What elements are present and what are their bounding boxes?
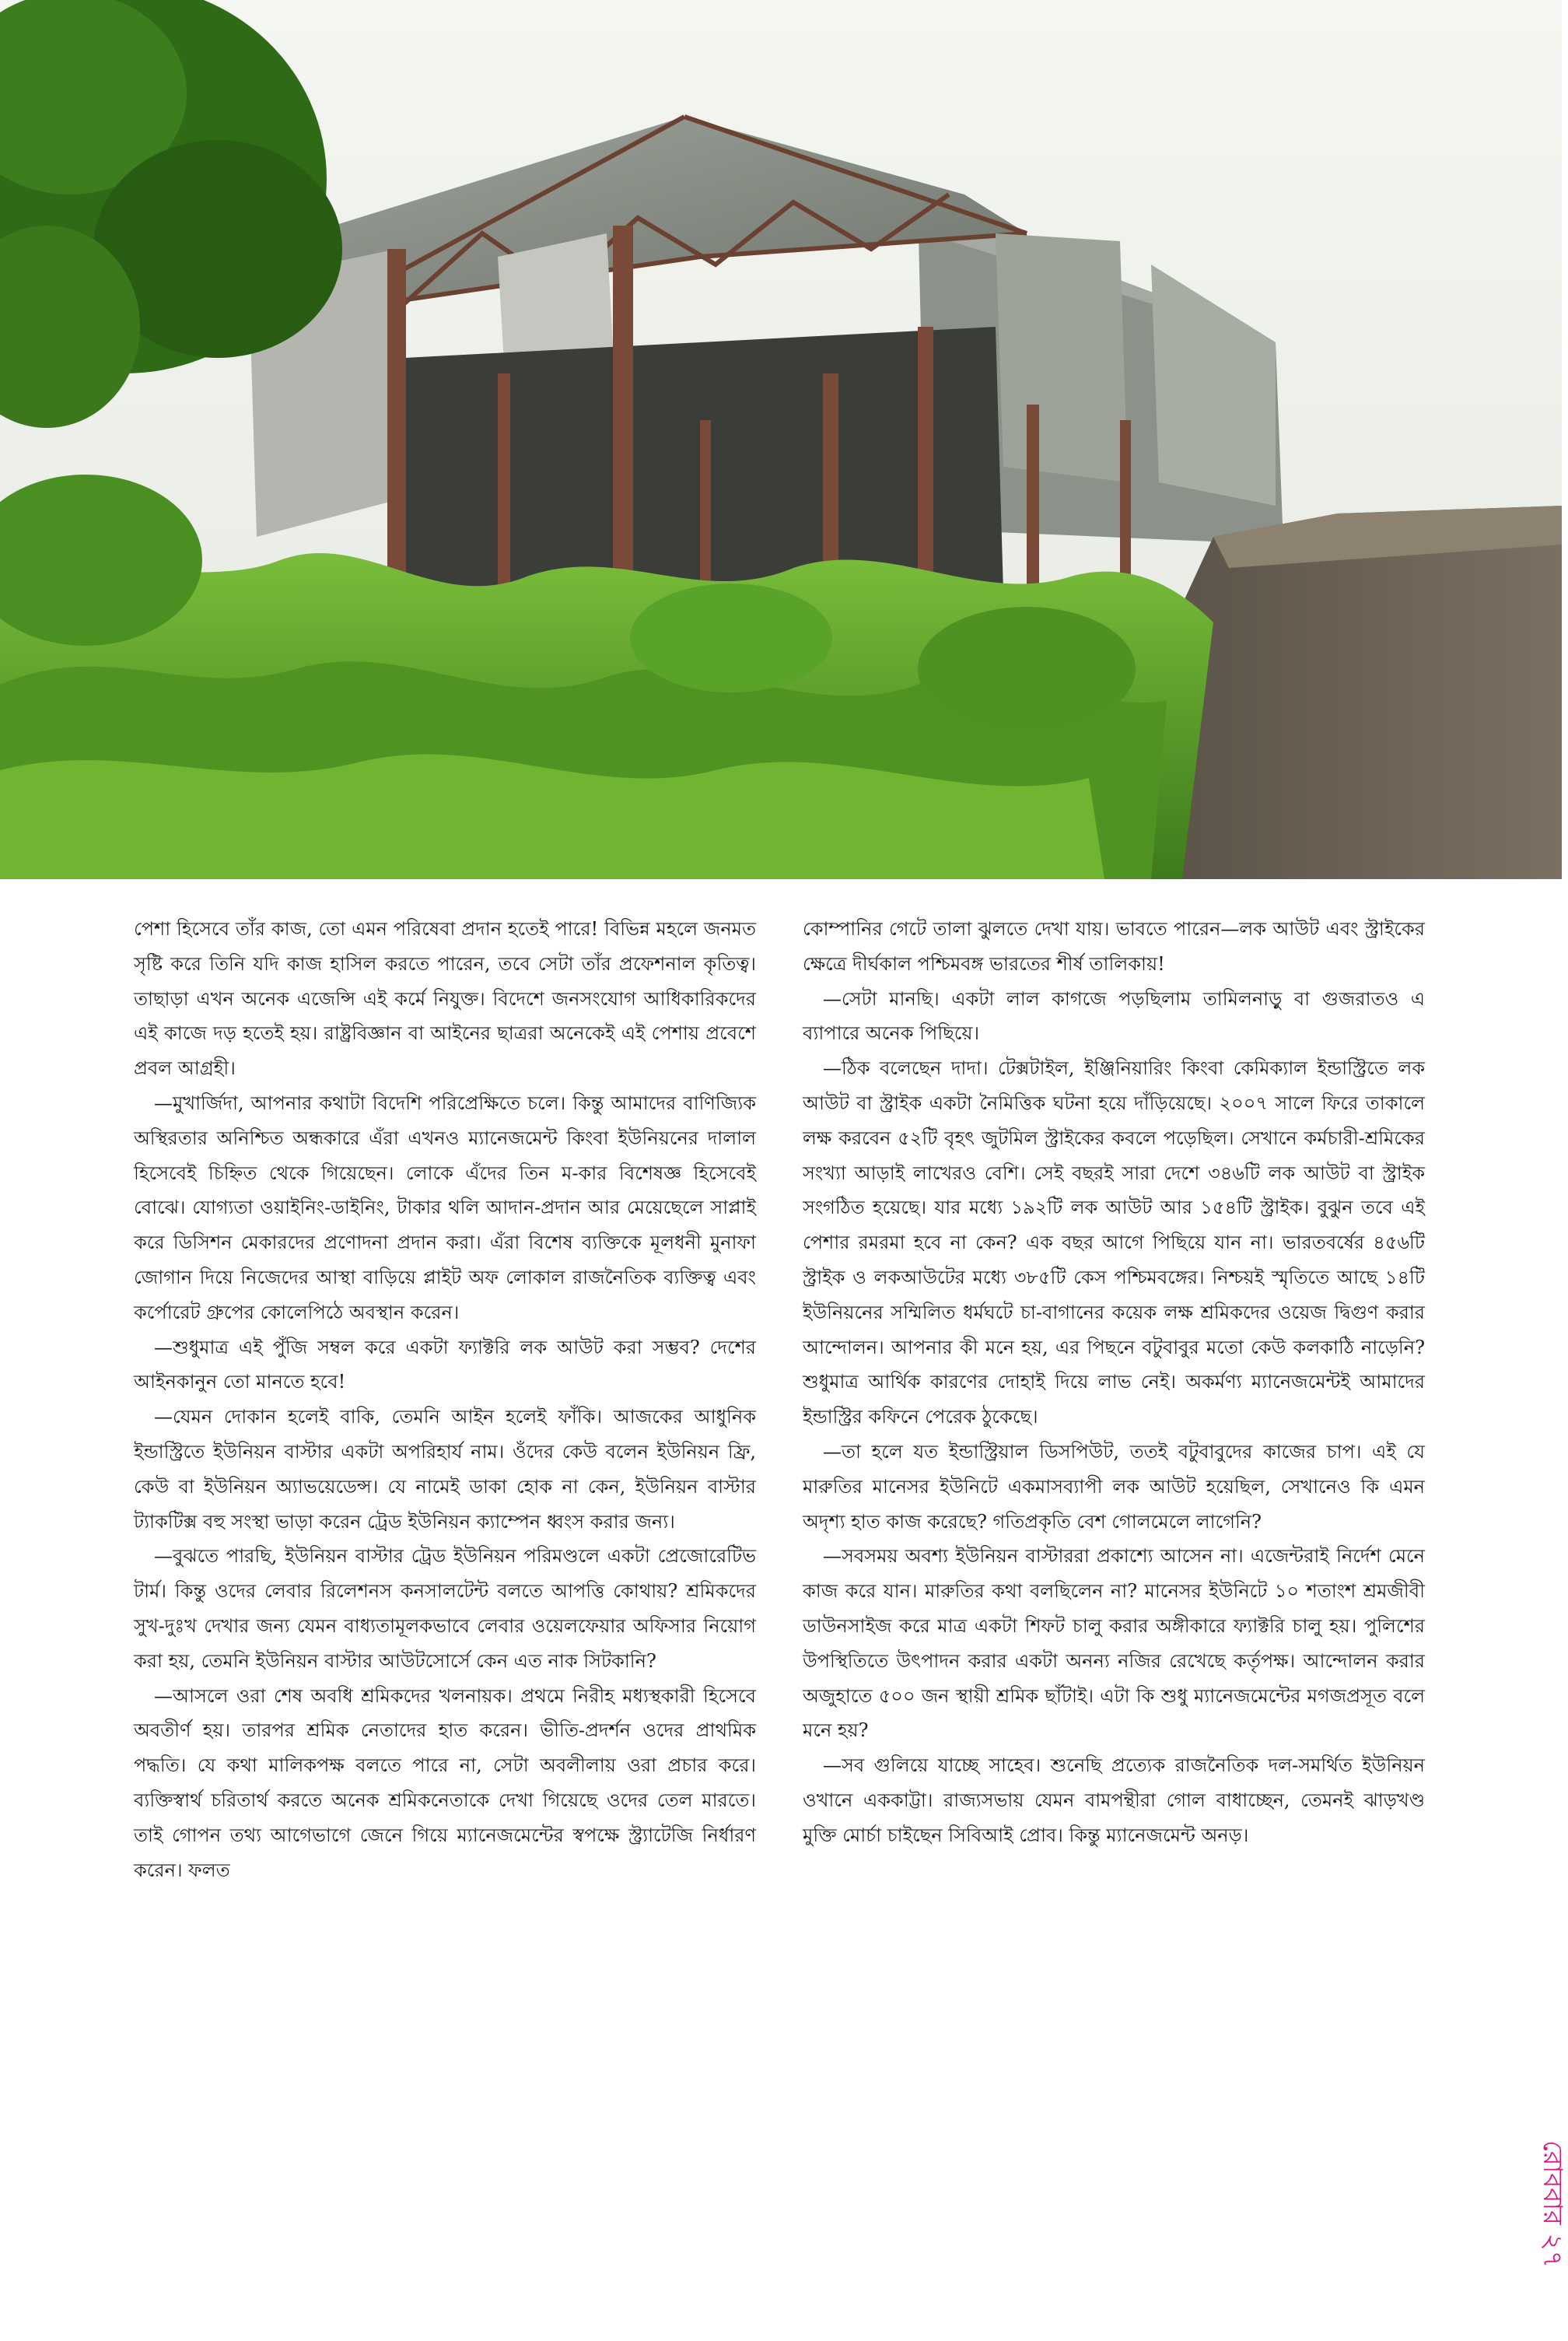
paragraph: —তা হলে যত ইন্ডাস্ট্রিয়াল ডিসপিউট, ততই বটুবাবুদের কাজের চাপ। এই যে মারুতির মানেসর ইউনিটে একমাসব্যাপী লক আউট হয়েছিল, সেখানেও কি এমন অদৃশ্য হাত কাজ করেছে? গতিপ্রকৃতি বেশ গোলমেলে লাগেনি? <box>803 1440 1425 1533</box>
paragraph: —শুধুমাত্র এই পুঁজি সম্বল করে একটা ফ্যাক্টরি লক আউট করা সম্ভব? দেশের আইনকানুন তো মানতে হবে! <box>134 1336 756 1393</box>
magazine-name-page-number: রোববার ২৭ <box>1537 2140 1568 2268</box>
abandoned-factory-image <box>0 0 1562 879</box>
paragraph: —সবসময় অবশ্য ইউনিয়ন বাস্টাররা প্রকাশ্যে আসেন না। এজেন্টরাই নির্দেশ মেনে কাজ করে যান। মারুতির কথা বলছিলেন না? মানেসর ইউনিটে ১০ শতাংশ শ্রমজীবী ডাউনসাইজ করে মাত্র একটা শিফট চালু করার অঙ্গীকারে ফ্যাক্টরি চালু হয়। পুলিশের উপস্থিতিতে উৎপাদন করার একটা অনন্য নজির রেখেছে কর্তৃপক্ষ। আন্দোলন করার অজুহাতে ৫০০ জন স্থায়ী শ্রমিক ছাঁটাই। এটা কি শুধু ম্যানেজমেন্টের মগজপ্রসূত বলে মনে হয়? <box>803 1545 1425 1742</box>
paragraph: —সব গুলিয়ে যাচ্ছে সাহেব। শুনেছি প্রত্যেক রাজনৈতিক দল-সমর্থিত ইউনিয়ন ওখানে এককাট্টা। রাজ্যসভায় যেমন বামপন্থীরা গোল বাধাচ্ছেন, তেমনই ঝাড়খণ্ড মুক্তি মোর্চা চাইছেন সিবিআই প্রোব। কিন্তু ম্যানেজমেন্ট অনড়। <box>803 1754 1425 1846</box>
paragraph: —ঠিক বলেছেন দাদা। টেক্সটাইল, ইঞ্জিনিয়ারিং কিংবা কেমিক্যাল ইন্ডাস্ট্রিতে লক আউট বা স্ট্রাইক একটা নৈমিত্তিক ঘটনা হয়ে দাঁড়িয়েছে। ২০০৭ সালে ফিরে তাকালে লক্ষ করবেন ৫২টি বৃহৎ জুটমিল স্ট্রাইকের কবলে পড়েছিল। সেখানে কর্মচারী-শ্রমিকের সংখ্যা আড়াই লাখেরও বেশি। সেই বছরই সারা দেশে ৩৪৬টি লক আউট বা স্ট্রাইক সংগঠিত হয়েছে। যার মধ্যে ১৯২টি লক আউট আর ১৫৪টি স্ট্রাইক। বুঝুন তবে এই পেশার রমরমা হবে না কেন? এক বছর আগে পিছিয়ে যান না। ভারতবর্ষের ৪৫৬টি স্ট্রাইক ও লকআউটের মধ্যে ৩৮৫টি কেস পশ্চিমবঙ্গের। নিশ্চয়ই স্মৃতিতে আছে ১৪টি ইউনিয়নের সম্মিলিত ধর্মঘটে চা-বাগানের কয়েক লক্ষ শ্রমিকদের ওয়েজ দ্বিগুণ করার আন্দোলন। আপনার কী মনে হয়, এর পিছনে বটুবাবুর মতো কেউ কলকাঠি নাড়েনি? শুধুমাত্র আর্থিক কারণের দোহাই দিয়ে লাভ নেই। অকর্মণ্য ম্যানেজমেন্টই আমাদের ইন্ডাস্ট্রির কফিনে পেরেক ঠুকেছে। <box>803 1057 1425 1428</box>
paragraph: কোম্পানির গেটে তালা ঝুলতে দেখা যায়। ভাবতে পারেন—লক আউট এবং স্ট্রাইকের ক্ষেত্রে দীর্ঘকাল পশ্চিমবঙ্গ ভারতের শীর্ষ তালিকায়! <box>803 918 1425 975</box>
page-folio <box>1453 2038 1568 2268</box>
paragraph: —আসলে ওরা শেষ অবধি শ্রমিকদের খলনায়ক। প্রথমে নিরীহ মধ্যস্থকারী হিসেবে অবতীর্ণ হয়। তারপর শ্রমিক নেতাদের হাত করেন। ভীতি-প্রদর্শন ওদের প্রাথমিক পদ্ধতি। যে কথা মালিকপক্ষ বলতে পারে না, সেটা অবলীলায় ওরা প্রচার করে। ব্যক্তিস্বার্থ চরিতার্থ করতে অনেক শ্রমিকনেতাকে দেখা গিয়েছে ওদের তেল মারতে। তাই গোপন তথ্য আগেভাগে জেনে গিয়ে ম্যানেজমেন্টের স্বপক্ষে স্ট্র্যাটেজি নির্ধারণ করেন। ফলত <box>134 1684 756 1881</box>
paragraph: —সেটা মানছি। একটা লাল কাগজে পড়ছিলাম তামিলনাড়ু বা গুজরাতও এ ব্যাপারে অনেক পিছিয়ে। <box>803 987 1425 1045</box>
paragraph: —মুখার্জিদা, আপনার কথাটা বিদেশি পরিপ্রেক্ষিতে চলে। কিন্তু আমাদের বাণিজ্যিক অস্থিরতার অনিশ্চিত অন্ধকারে এঁরা এখনও ম্যানেজমেন্ট কিংবা ইউনিয়নের দালাল হিসেবেই চিহ্নিত থেকে গিয়েছেন। লোকে এঁদের তিন ম-কার বিশেষজ্ঞ হিসেবেই বোঝে। যোগ্যতা ওয়াইনিং-ডাইনিং, টাকার থলি আদান-প্রদান আর মেয়েছেলে সাপ্লাই করে ডিসিশন মেকারদের প্রণোদনা প্রদান করা। এঁরা বিশেষ ব্যক্তিকে মূলধনী মুনাফা জোগান দিয়ে নিজেদের আস্থা বাড়িয়ে প্লাইট অফ লোকাল রাজনৈতিক ব্যক্তিত্ব এবং কর্পোরেট গ্রুপের কোলেপিঠে অবস্থান করেন। <box>134 1092 756 1323</box>
paragraph: পেশা হিসেবে তাঁর কাজ, তো এমন পরিষেবা প্রদান হতেই পারে! বিভিন্ন মহলে জনমত সৃষ্টি করে তিনি যদি কাজ হাসিল করতে পারেন, তবে সেটা তাঁর প্রফেশনাল কৃতিত্ব। তাছাড়া এখন অনেক এজেন্সি এই কর্মে নিযুক্ত। বিদেশে জনসংযোগ আধিকারিকদের এই কাজে দড় হতেই হয়। রাষ্ট্রবিজ্ঞান বা আইনের ছাত্ররা অনেকেই এই পেশায় প্রবেশে প্রবল আগ্রহী। <box>134 918 756 1080</box>
paragraph: —যেমন দোকান হলেই বাকি, তেমনি আইন হলেই ফাঁকি। আজকের আধুনিক ইন্ডাস্ট্রিতে ইউনিয়ন বাস্টার একটা অপরিহার্য নাম। ওঁদের কেউ বলেন ইউনিয়ন ফ্রি, কেউ বা ইউনিয়ন অ্যাভয়েডেন্স। যে নামেই ডাকা হোক না কেন, ইউনিয়ন বাস্টার ট্যাকটিক্স বহু সংস্থা ভাড়া করেন ট্রেড ইউনিয়ন ক্যাম্পেন ধ্বংস করার জন্য। <box>134 1406 756 1533</box>
article-column-right <box>803 912 1425 1853</box>
paragraph: —বুঝতে পারছি, ইউনিয়ন বাস্টার ট্রেড ইউনিয়ন পরিমণ্ডলে একটা প্রেজোরেটিভ টার্ম। কিন্তু ওদের লেবার রিলেশনস কনসালটেন্ট বলতে আপত্তি কোথায়? শ্রমিকদের সুখ-দুঃখ দেখার জন্য যেমন বাধ্যতামূলকভাবে লেবার ওয়েলফেয়ার অফিসার নিয়োগ করা হয়, তেমনি ইউনিয়ন বাস্টার আউটসোর্সে কেন এত নাক সিটকানি? <box>134 1545 756 1672</box>
article-photo <box>0 0 1562 879</box>
article-column-left <box>134 912 756 1887</box>
